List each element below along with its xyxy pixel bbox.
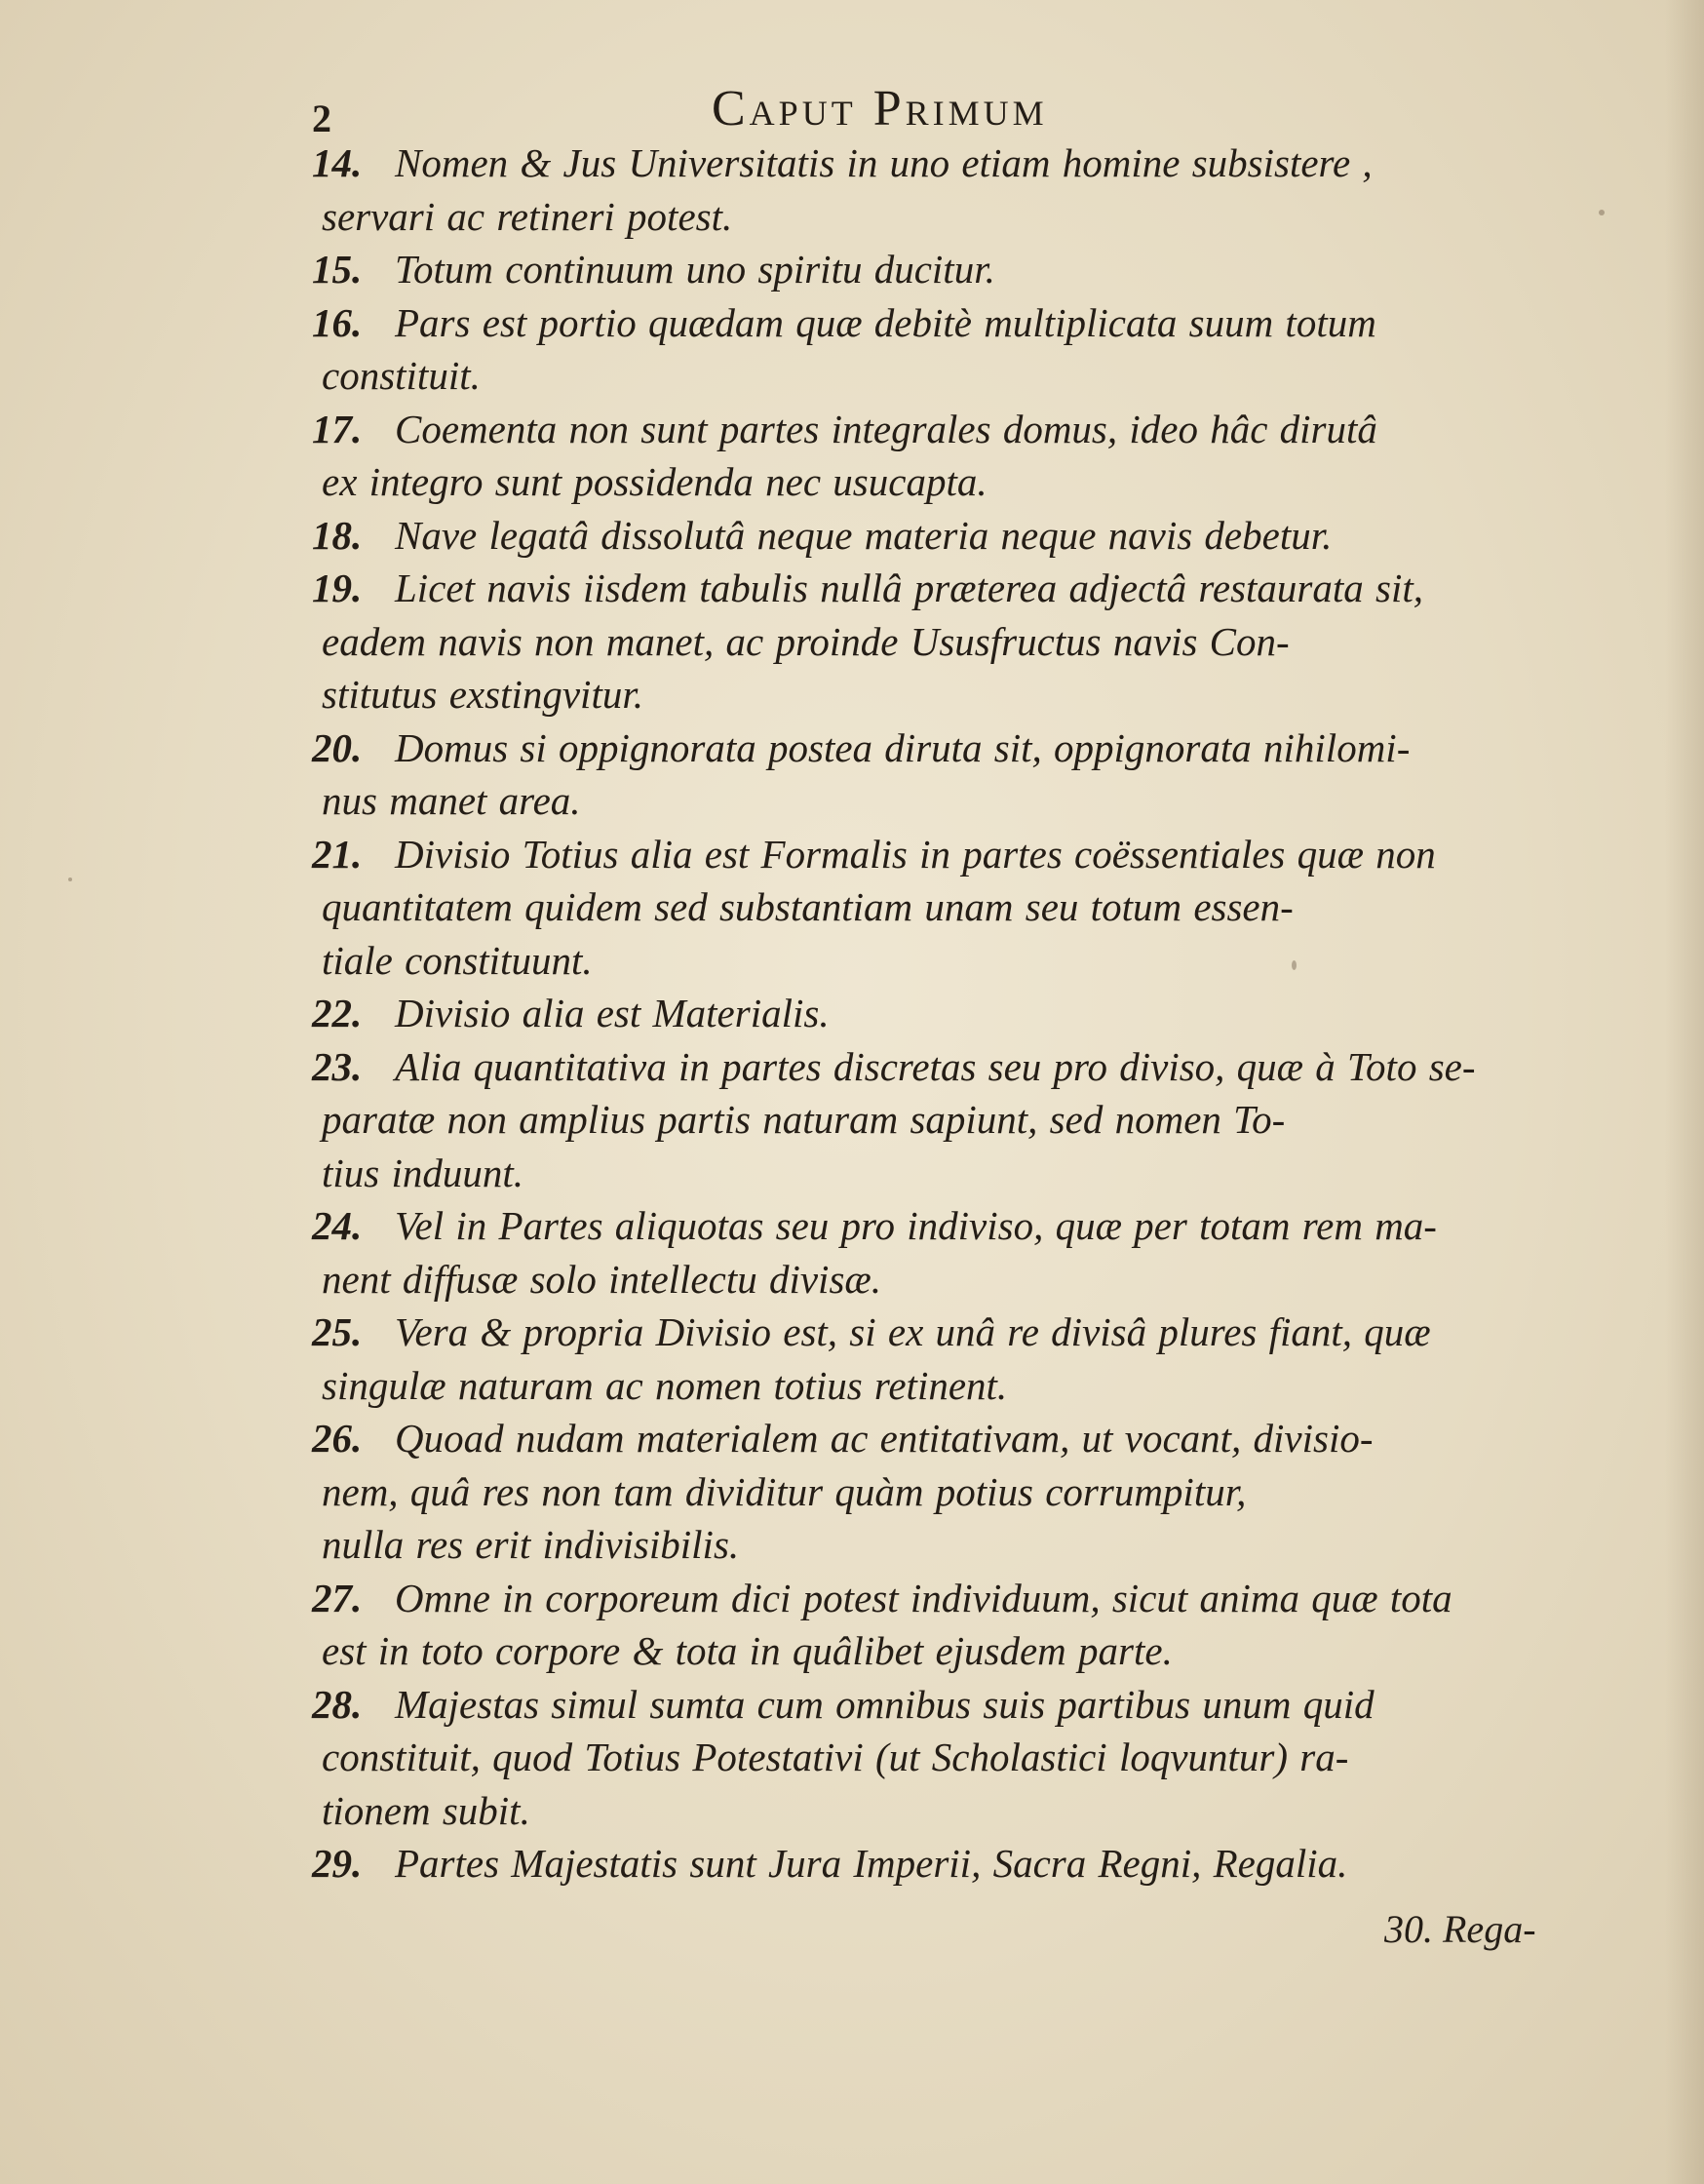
- list-item: [312, 722, 1579, 828]
- entry-text: Alia quantitativa in partes discretas seu pro diviso, quæ à Toto se-: [395, 1043, 1476, 1089]
- entry-text: eadem navis non manet, ac proinde Ususfructus navis Con-: [322, 618, 1290, 664]
- entry-text: nulla res erit indivisibilis.: [322, 1522, 740, 1567]
- entry-text: quantitatem quidem sed substantiam unam seu totum essen-: [322, 884, 1294, 929]
- list-item: [312, 1306, 1579, 1412]
- entry-number: 19.: [312, 566, 363, 610]
- paper-speck: [68, 878, 72, 881]
- list-item: [312, 987, 1579, 1040]
- entry-text: Nomen & Jus Universitatis in uno etiam homine subsistere ,: [395, 140, 1373, 185]
- list-item: [312, 1837, 1579, 1891]
- list-item: [312, 1040, 1579, 1200]
- entry-text: Omne in corporeum dici potest individuum, sicut anima quæ tota: [395, 1575, 1452, 1620]
- entry-text: nus manet area.: [322, 778, 581, 823]
- list-item: [312, 828, 1579, 988]
- entry-text: paratæ non amplius partis naturam sapiunt, sed nomen To-: [322, 1097, 1286, 1142]
- page-number: 2: [312, 97, 331, 140]
- entry-text: ex integro sunt possidenda nec usucapta.: [322, 459, 988, 504]
- entry-text: stitutus exstingvitur.: [322, 672, 643, 717]
- entry-number: 21.: [312, 831, 363, 877]
- entry-text: Partes Majestatis sunt Jura Imperii, Sacra Regni, Regalia.: [395, 1841, 1348, 1886]
- list-item: [312, 1412, 1579, 1572]
- running-head: Caput Primum: [712, 81, 1048, 136]
- entry-number: 23.: [312, 1043, 363, 1089]
- entry-number: 16.: [312, 299, 363, 345]
- page-edge-shadow: [1665, 0, 1704, 2184]
- list-item: [312, 562, 1579, 722]
- entry-text: est in toto corpore & tota in quâlibet ejusdem parte.: [322, 1628, 1173, 1673]
- entry-text: servari ac retineri potest.: [322, 193, 733, 239]
- entry-text: constituit, quod Totius Potestativi (ut Scholastici loqvuntur) ra-: [322, 1735, 1349, 1779]
- entry-number: 20.: [312, 724, 363, 770]
- entry-text: constituit.: [322, 353, 481, 398]
- entry-number: 27.: [312, 1575, 363, 1620]
- entry-number: 26.: [312, 1416, 363, 1461]
- list-item: [312, 136, 1579, 243]
- entry-number: 24.: [312, 1203, 363, 1248]
- entry-number: 29.: [312, 1841, 363, 1886]
- entry-number: 15.: [312, 247, 363, 292]
- list-item: [312, 296, 1579, 403]
- entry-text: Pars est portio quædam quæ debitè multiplicata suum totum: [395, 299, 1376, 345]
- list-item: [312, 1199, 1579, 1306]
- list-item: [312, 509, 1579, 563]
- list-item: [312, 403, 1579, 509]
- entry-text: tius induunt.: [322, 1150, 524, 1195]
- entry-list: [312, 136, 1579, 1891]
- list-item: [312, 243, 1579, 296]
- entry-text: nem, quâ res non tam dividitur quàm potius corrumpitur,: [322, 1468, 1247, 1514]
- entry-number: 22.: [312, 991, 363, 1035]
- entry-text: Domus si oppignorata postea diruta sit, oppignorata nihilomi-: [395, 724, 1411, 770]
- entry-number: 18.: [312, 512, 363, 558]
- entry-text: Vel in Partes aliquotas seu pro indiviso, quæ per totam rem ma-: [395, 1203, 1437, 1248]
- entry-text: tiale constituunt.: [322, 937, 593, 983]
- paper-speck: [1599, 210, 1605, 215]
- entry-text: Vera & propria Divisio est, si ex unâ re divisâ plures fiant, quæ: [395, 1309, 1431, 1354]
- paper-speck: [1292, 960, 1297, 970]
- entry-text: singulæ naturam ac nomen totius retinent.: [322, 1362, 1008, 1408]
- entry-text: Nave legatâ dissolutâ neque materia neque navis debetur.: [395, 512, 1333, 558]
- entry-number: 25.: [312, 1309, 363, 1354]
- entry-text: Coementa non sunt partes integrales domus, ideo hâc dirutâ: [395, 406, 1377, 451]
- entry-number: 17.: [312, 406, 363, 451]
- entry-text: Licet navis iisdem tabulis nullâ præterea adjectâ restaurata sit,: [395, 566, 1423, 610]
- entry-text: Totum continuum uno spiritu ducitur.: [395, 247, 995, 292]
- entry-text: Majestas simul sumta cum omnibus suis partibus unum quid: [395, 1681, 1375, 1727]
- entry-number: 14.: [312, 140, 363, 185]
- catchword: 30. Rega-: [1384, 1907, 1536, 1951]
- list-item: [312, 1678, 1579, 1838]
- entry-text: Divisio alia est Materialis.: [395, 991, 830, 1035]
- entry-text: nent diffusæ solo intellectu divisæ.: [322, 1256, 881, 1302]
- list-item: [312, 1572, 1579, 1678]
- entry-number: 28.: [312, 1681, 363, 1727]
- entry-text: Quoad nudam materialem ac entitativam, ut vocant, divisio-: [395, 1416, 1374, 1461]
- entry-text: Divisio Totius alia est Formalis in partes coëssentiales quæ non: [395, 831, 1436, 877]
- entry-text: tionem subit.: [322, 1787, 530, 1833]
